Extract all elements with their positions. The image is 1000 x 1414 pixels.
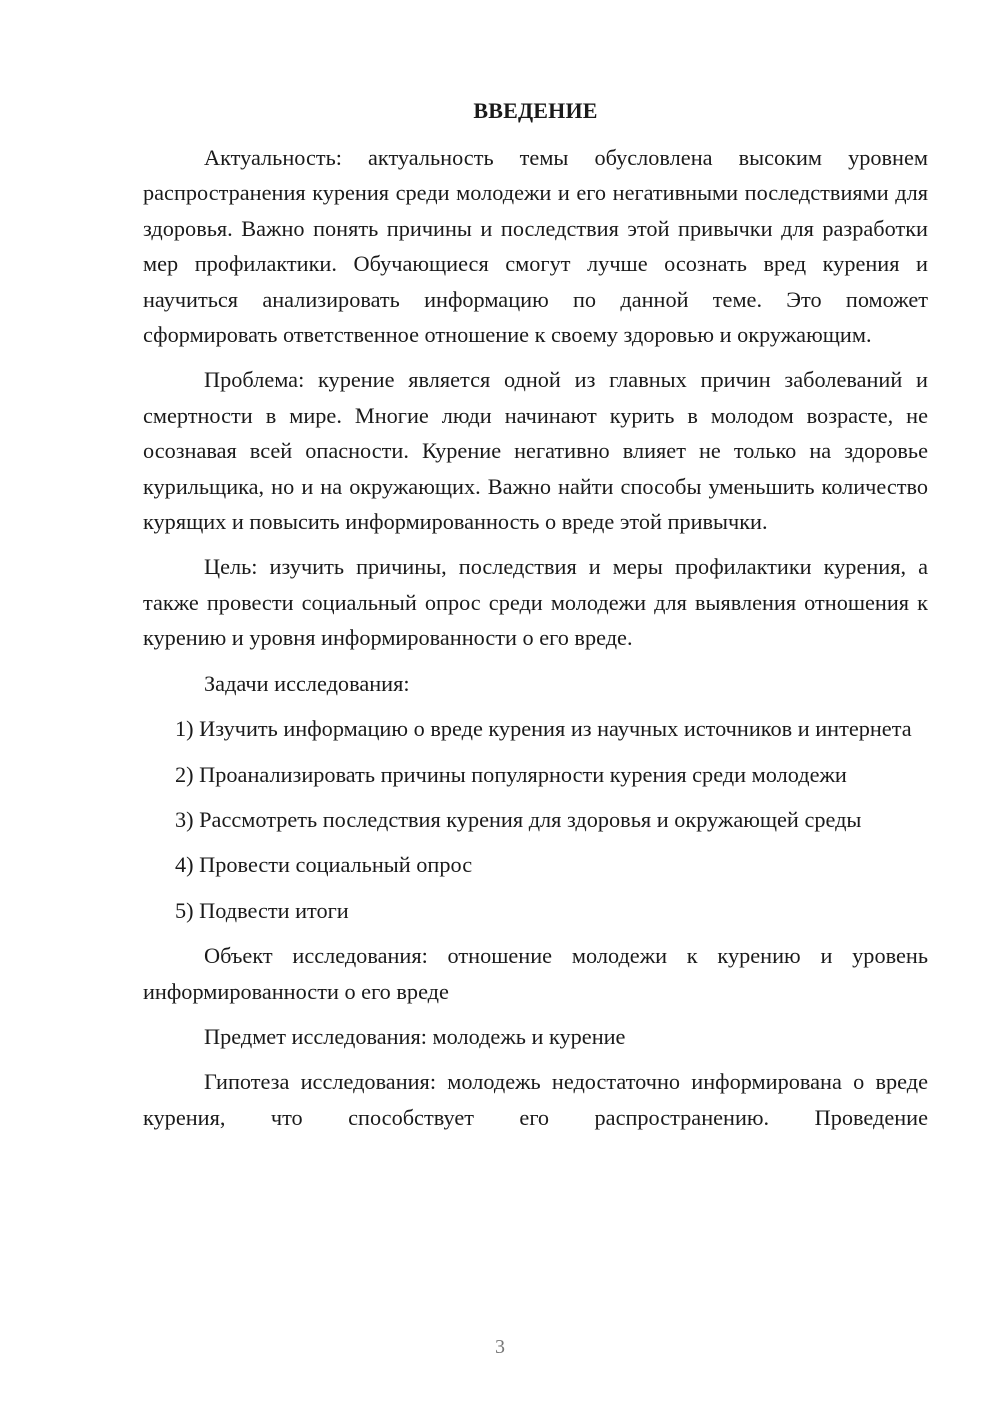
problem-paragraph: Проблема: курение является одной из главных причин заболеваний и смертности в мире. Многие люди начинают курить в молодом возрасте, не осознавая всей опасности. Курение негативно влияет не только на здоровье курильщика, но и на окружающих. Важно найти способы уменьшить количество курящих и повысить информированность о вреде этой привычки. [143,367,928,535]
hypothesis-paragraph: Гипотеза исследования: молодежь недостаточно информирована о вреде курения, что способствует его распространению. Проведение [143,1069,928,1130]
task-item: 4) Провести социальный опрос [175,852,473,878]
task-item: 2) Проанализировать причины популярности курения среди молодежи [175,761,847,787]
tasks-title: Задачи исследования: [204,670,410,696]
document-body [143,140,928,1135]
page-number: 3 [495,1336,505,1358]
task-item: 5) Подвести итоги [175,897,349,923]
task-item: 1) Изучить информацию о вреде курения из научных источников и интернета [175,716,912,742]
task-item: 3) Рассмотреть последствия курения для здоровья и окружающей среды [175,806,862,832]
object-paragraph: Объект исследования: отношение молодежи к курению и уровень информированности о его вреде [143,943,928,1004]
subject-paragraph: Предмет исследования: молодежь и курение [204,1023,626,1049]
goal-paragraph: Цель: изучить причины, последствия и меры профилактики курения, а также провести социальный опрос среди молодежи для выявления отношения к курению и уровня информированности о его вреде. [143,554,928,651]
section-heading: ВВЕДЕНИЕ [473,98,598,123]
relevance-paragraph: Актуальность: актуальность темы обусловлена высоким уровнем распространения курения среди молодежи и его негативными последствиями для здоровья. Важно понять причины и последствия этой привычки для разработки мер профилактики. Обучающиеся смогут лучше осознать вред курения и научиться анализировать информацию по данной теме. Это поможет сформировать ответственное отношение к своему здоровью и окружающим. [143,145,928,348]
